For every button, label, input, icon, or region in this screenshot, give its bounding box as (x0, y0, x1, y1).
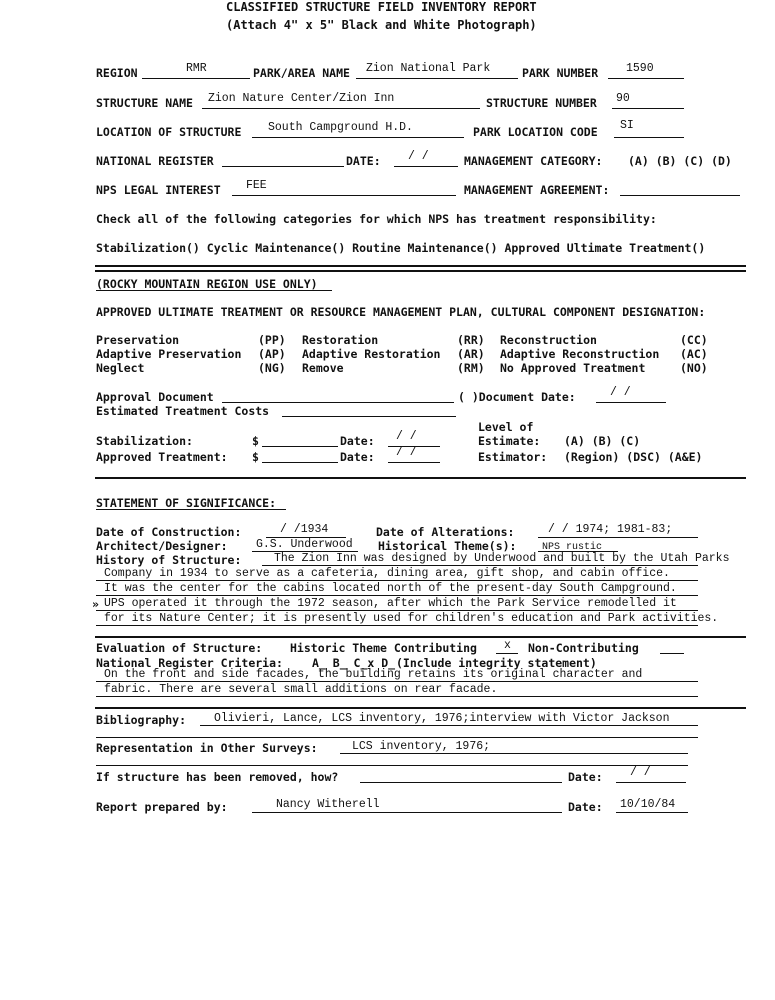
non-contributing-label: Non-Contributing (528, 641, 639, 655)
removed-label: If structure has been removed, how? (96, 770, 339, 784)
estimate-label: Estimate: (478, 434, 541, 448)
national-register-label: NATIONAL REGISTER (96, 154, 214, 168)
management-agreement-line (620, 195, 740, 196)
national-register-line (222, 166, 344, 167)
form-subtitle: (Attach 4" x 5" Black and White Photograph) (226, 18, 537, 32)
designation-name: Remove (302, 361, 344, 375)
park-number-value: 1590 (626, 62, 654, 75)
section-rule (95, 270, 746, 272)
theme-value: NPS rustic (542, 542, 603, 553)
designation-name: Neglect (96, 361, 145, 375)
prepared-by-value: Nancy Witherell (276, 798, 380, 811)
contributing-label: Historic Theme Contributing (290, 641, 477, 655)
structure-name-line (202, 108, 480, 109)
approved-treatment-cost-line (262, 462, 338, 463)
evaluation-label: Evaluation of Structure: (96, 641, 263, 655)
park-area-label: PARK/AREA NAME (253, 66, 350, 80)
approval-document-line (222, 402, 454, 403)
designation-name: Adaptive Preservation (96, 347, 242, 361)
bibliography-line (96, 737, 698, 738)
management-category-label: MANAGEMENT CATEGORY: (464, 154, 603, 168)
location-value: South Campground H.D. (268, 121, 413, 134)
designation-code: (NO) (680, 361, 708, 375)
prepared-by-line (252, 812, 562, 813)
section-rule (95, 477, 746, 479)
designation-name: Restoration (302, 333, 379, 347)
removed-date-value: / / (630, 766, 651, 779)
stabilization-date-value: / / (396, 430, 417, 443)
national-register-date-label: DATE: (346, 154, 381, 168)
region-value: RMR (186, 62, 207, 75)
history-label: History of Structure: (96, 553, 242, 567)
region-line (142, 78, 250, 79)
section-rule (95, 636, 746, 638)
integrity-line-text: fabric. There are several small additions on rear facade. (104, 683, 498, 696)
estimator-label: Estimator: (478, 450, 548, 464)
designation-name: Preservation (96, 333, 180, 347)
stabilization-dollar: $ (252, 434, 259, 448)
park-area-line (356, 78, 518, 79)
removed-line (360, 782, 562, 783)
margin-mark: » (92, 597, 99, 611)
management-agreement-label: MANAGEMENT AGREEMENT: (464, 183, 610, 197)
stabilization-cost-label: Stabilization: (96, 434, 193, 448)
legal-interest-label: NPS LEGAL INTEREST (96, 183, 221, 197)
alterations-date-label: Date of Alterations: (376, 525, 515, 539)
bibliography-value: Olivieri, Lance, LCS inventory, 1976;interview with Victor Jackson (214, 712, 670, 725)
park-area-value: Zion National Park (366, 62, 491, 75)
location-line (252, 137, 464, 138)
removed-date-line (616, 782, 686, 783)
approved-treatment-heading: APPROVED ULTIMATE TREATMENT OR RESOURCE MANAGEMENT PLAN, CULTURAL COMPONENT DESIGNATION: (96, 305, 706, 319)
designation-name: Adaptive Reconstruction (500, 347, 660, 361)
park-location-code-line (614, 137, 684, 138)
representation-value: LCS inventory, 1976; (352, 740, 491, 753)
structure-number-value: 90 (616, 92, 630, 105)
designation-code: (CC) (680, 333, 708, 347)
document-date-value: / / (610, 386, 631, 399)
prepared-date-line (616, 812, 688, 813)
removed-date-label: Date: (568, 770, 603, 784)
designation-code: (AR) (457, 347, 485, 361)
park-number-label: PARK NUMBER (522, 66, 599, 80)
prepared-by-label: Report prepared by: (96, 800, 228, 814)
level-of-label: Level of (478, 420, 534, 434)
park-location-code-value: SI (620, 119, 634, 132)
treatment-costs-line (282, 416, 456, 417)
alterations-date-line (538, 537, 698, 538)
significance-heading-underline (96, 509, 286, 510)
designation-name: Reconstruction (500, 333, 597, 347)
form-title: CLASSIFIED STRUCTURE FIELD INVENTORY REPORT (226, 0, 537, 14)
section-rule (95, 707, 746, 709)
criteria-label: National Register Criteria: (96, 656, 283, 670)
history-line-text: for its Nature Center; it is presently used for children's education and Park activities. (104, 612, 719, 625)
national-register-date-line (394, 166, 458, 167)
approved-treatment-date-label: Date: (340, 450, 375, 464)
estimate-options: (A) (B) (C) (564, 434, 641, 448)
stabilization-cost-line (262, 446, 338, 447)
designation-name: Adaptive Restoration (302, 347, 441, 361)
structure-number-line (612, 108, 684, 109)
contributing-mark: x (504, 639, 511, 652)
legal-interest-value: FEE (246, 179, 267, 192)
history-line-text: The Zion Inn was designed by Underwood and built by the Utah Parks (274, 552, 730, 565)
theme-label: Historical Theme(s): (378, 539, 517, 553)
significance-heading: STATEMENT OF SIGNIFICANCE: (96, 496, 277, 510)
designation-code: (RM) (457, 361, 485, 375)
section-rule (95, 265, 746, 267)
non-contributing-line (660, 653, 684, 654)
rmr-use-underline (96, 290, 332, 291)
legal-interest-line (232, 195, 456, 196)
structure-number-label: STRUCTURE NUMBER (486, 96, 597, 110)
designation-code: (RR) (457, 333, 485, 347)
document-date-label: ( )Document Date: (458, 390, 576, 404)
treatment-costs-label: Estimated Treatment Costs (96, 404, 270, 418)
check-instruction: Check all of the following categories for which NPS has treatment responsibility: (96, 212, 657, 226)
bibliography-label: Bibliography: (96, 713, 187, 727)
approved-treatment-date-line (388, 462, 440, 463)
location-label: LOCATION OF STRUCTURE (96, 125, 242, 139)
estimator-options: (Region) (DSC) (A&E) (564, 450, 703, 464)
designation-code: (AC) (680, 347, 708, 361)
alterations-date-value: / / 1974; 1981-83; (548, 523, 673, 536)
designation-name: No Approved Treatment (500, 361, 646, 375)
construction-date-value: / /1934 (280, 523, 329, 536)
document-date-line (596, 402, 666, 403)
structure-name-value: Zion Nature Center/Zion Inn (208, 92, 395, 105)
rmr-use-only: (ROCKY MOUNTAIN REGION USE ONLY) (96, 277, 318, 291)
region-label: REGION (96, 66, 138, 80)
representation-line (96, 765, 688, 766)
architect-label: Architect/Designer: (96, 539, 228, 553)
treatment-responsibility-options: Stabilization() Cyclic Maintenance() Routine Maintenance() Approved Ultimate Treatment() (96, 241, 706, 255)
approved-treatment-dollar: $ (252, 450, 259, 464)
approved-treatment-cost-label: Approved Treatment: (96, 450, 228, 464)
designation-code: (NG) (258, 361, 286, 375)
prepared-date-label: Date: (568, 800, 603, 814)
integrity-line-text: On the front and side facades, the building retains its original character and (104, 668, 643, 681)
criteria-value: A_ B_ C_x D_ (312, 656, 396, 670)
structure-name-label: STRUCTURE NAME (96, 96, 193, 110)
management-category-options: (A) (B) (C) (D) (628, 154, 732, 168)
history-line-text: It was the center for the cabins located north of the present-day South Campground. (104, 582, 677, 595)
history-line-text: UPS operated it through the 1972 season, after which the Park Service remodelled it (104, 597, 677, 610)
stabilization-date-label: Date: (340, 434, 375, 448)
approved-treatment-date-value: / / (396, 446, 417, 459)
park-number-line (608, 78, 684, 79)
history-line-text: Company in 1934 to serve as a cafeteria, dining area, gift shop, and cabin office. (104, 567, 670, 580)
designation-code: (AP) (258, 347, 286, 361)
construction-date-label: Date of Construction: (96, 525, 242, 539)
designation-code: (PP) (258, 333, 286, 347)
park-location-code-label: PARK LOCATION CODE (473, 125, 598, 139)
contributing-line (496, 653, 518, 654)
criteria-note: (Include integrity statement) (396, 656, 597, 670)
architect-value: G.S. Underwood (256, 538, 353, 551)
prepared-date-value: 10/10/84 (620, 798, 676, 811)
national-register-date-value: / / (408, 150, 429, 163)
representation-label: Representation in Other Surveys: (96, 741, 318, 755)
approval-document-label: Approval Document (96, 390, 214, 404)
